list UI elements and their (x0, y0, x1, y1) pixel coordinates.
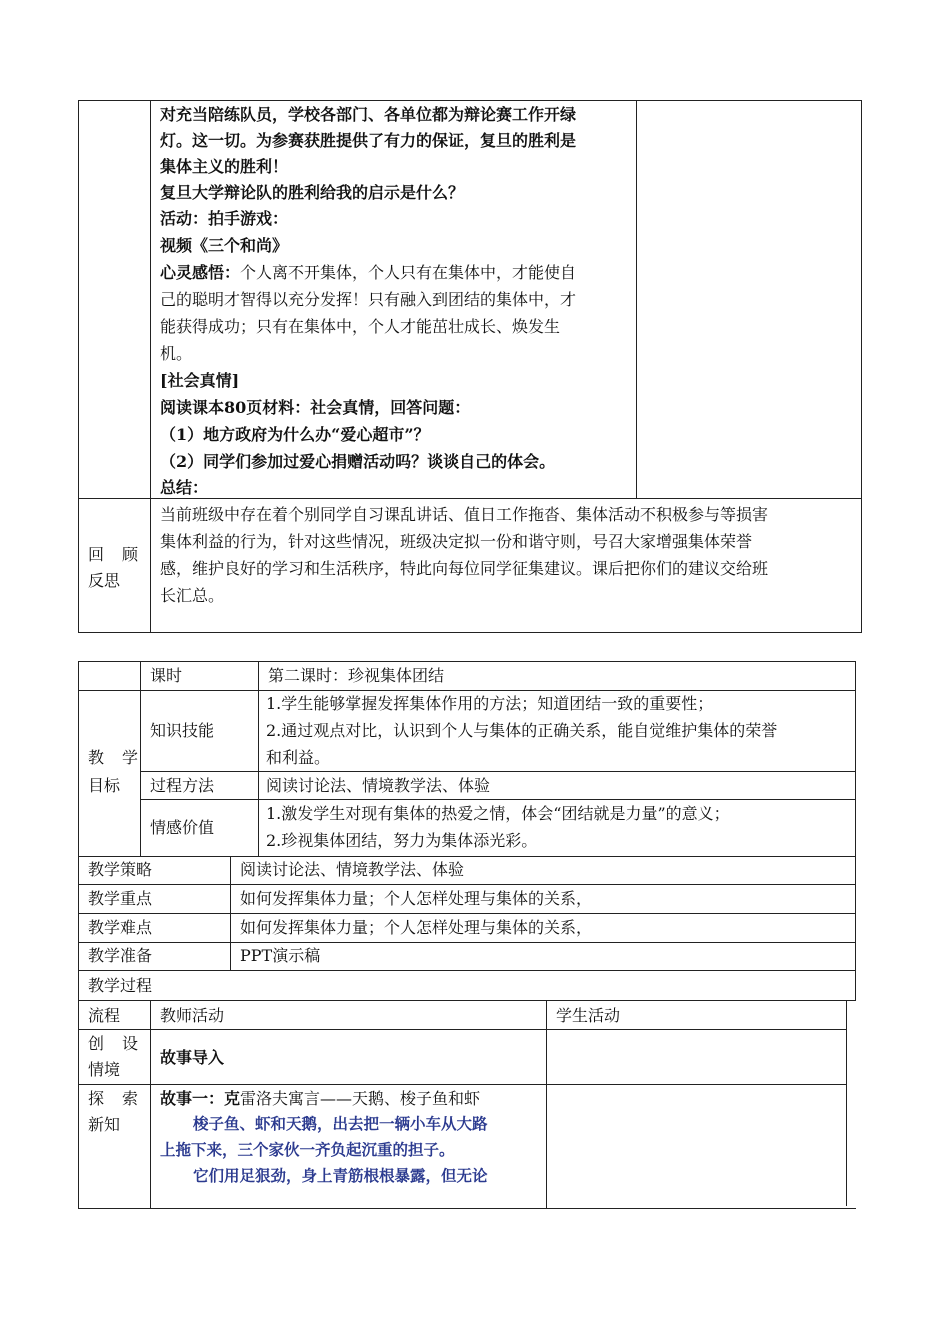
knowledge-label: 知识技能 (150, 721, 215, 740)
review-line: 长汇总。 (160, 586, 225, 605)
video-line: 视频《三个和尚》 (160, 236, 289, 255)
emotion-line: 2.珍视集体团结，努力为集体添光彩。 (266, 831, 538, 850)
insight-line: 己的聪明才智得以充分发挥！只有融入到团结的集体中，才 (160, 290, 577, 309)
social-heading: [社会真情] (160, 371, 240, 390)
knowledge-line: 1.学生能够掌握发挥集体作用的方法；知道团结一致的重要性； (266, 694, 714, 713)
prep-label: 教学准备 (88, 946, 153, 965)
story-prefix: 故事一：克 (160, 1089, 241, 1108)
review-label: 回 顾 (88, 545, 140, 564)
process-value: 阅读讨论法、情境教学法、体验 (266, 776, 491, 795)
flow-step-label: 探 索 (88, 1089, 140, 1108)
story-line: 上拖下来，三个家伙一齐负起沉重的担子。 (160, 1140, 455, 1159)
teacher-col-header: 教师活动 (160, 1006, 225, 1025)
key-value: 如何发挥集体力量；个人怎样处理与集体的关系， (240, 889, 593, 908)
knowledge-line: 和利益。 (266, 748, 331, 767)
reading-line: 阅读课本80页材料：社会真情，回答问题： (160, 398, 471, 417)
objectives-label: 目标 (88, 776, 121, 795)
review-line: 当前班级中存在着个别同学自习课乱讲话、值日工作拖沓、集体活动不积极参与等损害 (160, 505, 769, 524)
insight-line (160, 263, 576, 283)
review-line: 集体利益的行为，针对这些情况，班级决定拟一份和谐守则，号召大家增强集体荣誉 (160, 532, 753, 551)
question-1: （1）地方政府为什么办“爱心超市”？ (160, 425, 430, 444)
insight-line: 能获得成功；只有在集体中，个人才能茁壮成长、焕发生 (160, 317, 561, 336)
review-line: 感，维护良好的学习和生活秩序，特此向每位同学征集建议。课后把你们的建议交给班 (160, 559, 769, 578)
process-heading: 教学过程 (88, 976, 153, 995)
text-line: 对充当陪练队员，学校各部门、各单位都为辩论赛工作开绿 (160, 105, 577, 124)
key-label: 教学重点 (88, 889, 153, 908)
student-col-header: 学生活动 (556, 1006, 621, 1025)
process-label: 过程方法 (150, 776, 215, 795)
difficulty-label: 教学难点 (88, 918, 153, 937)
flow-step-label: 创 设 (88, 1034, 140, 1053)
story-title: 雷洛夫寓言——天鹅、梭子鱼和虾 (240, 1089, 481, 1108)
prep-value: PPT演示稿 (240, 946, 321, 965)
story-intro: 故事导入 (160, 1048, 225, 1067)
emotion-line: 1.激发学生对现有集体的热爱之情，体会“团结就是力量”的意义； (266, 804, 730, 823)
lesson-label: 课时 (150, 666, 183, 685)
knowledge-line: 2.通过观点对比，认识到个人与集体的正确关系，能自觉维护集体的荣誉 (266, 721, 778, 740)
insight-line: 机。 (160, 344, 193, 363)
flow-step-label: 情境 (88, 1060, 121, 1079)
story-line: 梭子鱼、虾和天鹅，出去把一辆小车从大路 (193, 1114, 488, 1133)
question-line: 复旦大学辩论队的胜利给我的启示是什么？ (160, 183, 465, 202)
difficulty-value: 如何发挥集体力量；个人怎样处理与集体的关系， (240, 918, 593, 937)
lesson-value: 第二课时：珍视集体团结 (268, 666, 445, 685)
objectives-label: 教 学 (88, 748, 140, 767)
strategy-value: 阅读讨论法、情境教学法、体验 (240, 860, 465, 879)
insight-label: 心灵感悟： (160, 263, 241, 282)
summary-label: 总结： (160, 478, 209, 497)
flow-step-label: 新知 (88, 1115, 121, 1134)
activity-line: 活动：拍手游戏： (160, 209, 289, 228)
text-line: 灯。这一切。为参赛获胜提供了有力的保证，复旦的胜利是 (160, 131, 577, 150)
review-label: 反思 (88, 571, 121, 590)
question-2: （2）同学们参加过爱心捐赠活动吗？谈谈自己的体会。 (160, 452, 556, 471)
story-title-line (160, 1089, 480, 1109)
story-line: 它们用足狠劲，身上青筋根根暴露，但无论 (193, 1166, 488, 1185)
text-line: 集体主义的胜利！ (160, 157, 289, 176)
insight-text: 个人离不开集体，个人只有在集体中，才能使自 (240, 263, 577, 282)
strategy-label: 教学策略 (88, 860, 153, 879)
emotion-label: 情感价值 (150, 818, 215, 837)
flow-col-header: 流程 (88, 1006, 121, 1025)
